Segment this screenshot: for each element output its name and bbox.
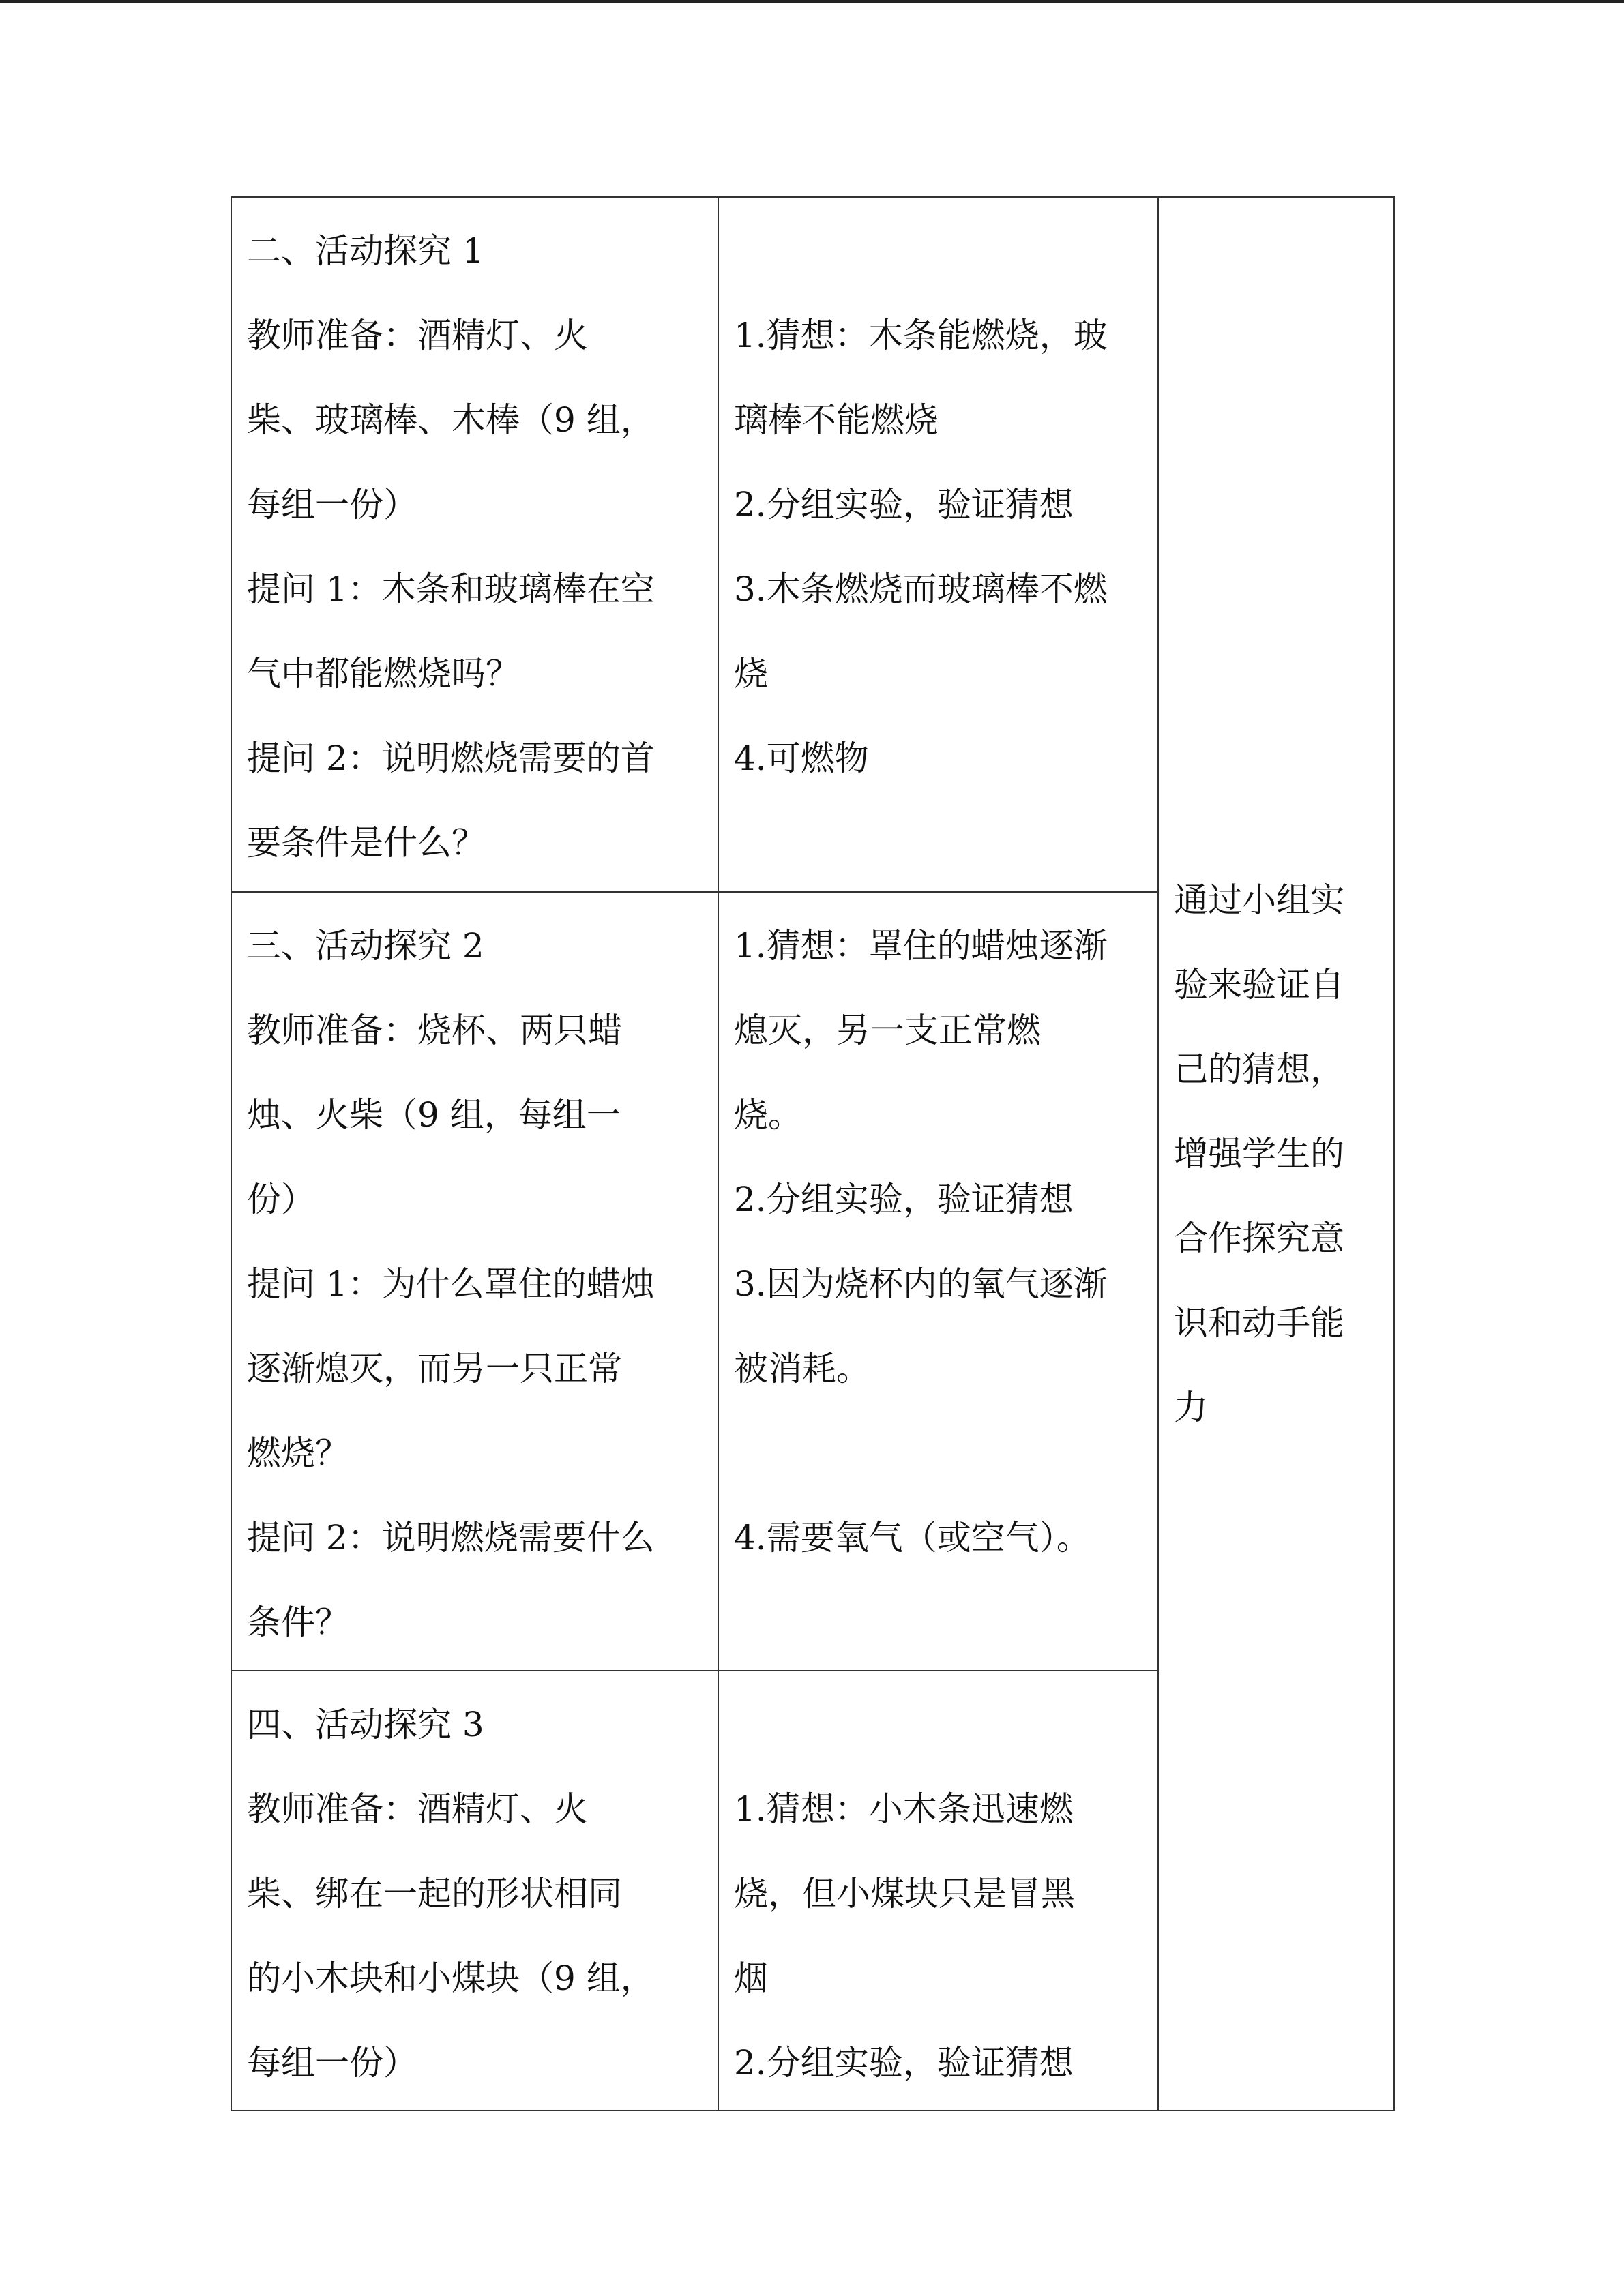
teacher-line: 柴、绑在一起的形状相同 bbox=[247, 1874, 622, 1913]
intent-line: 己的猜想， bbox=[1174, 1049, 1344, 1089]
student-line: 烧 bbox=[734, 654, 768, 694]
student-line: 4.可燃物 bbox=[734, 739, 869, 778]
question-line: 提问 2：说明燃烧需要什么 bbox=[247, 1518, 655, 1557]
section-heading: 二、活动探究 1 bbox=[247, 231, 484, 271]
student-line: 被消耗。 bbox=[734, 1349, 870, 1388]
blank-line bbox=[734, 1682, 1144, 1767]
page-top-border bbox=[0, 0, 1624, 3]
student-line: 烧，但小煤块只是冒黑 bbox=[734, 1874, 1075, 1913]
teacher-line: 每组一份） bbox=[247, 2043, 417, 2083]
teacher-line: 烛、火柴（9 组，每组一 bbox=[247, 1095, 621, 1135]
blank-line bbox=[734, 1411, 1144, 1495]
student-line: 1.猜想：罩住的蜡烛逐渐 bbox=[734, 926, 1108, 966]
student-line: 1.猜想：小木条迅速燃 bbox=[734, 1789, 1074, 1829]
intent-line: 识和动手能 bbox=[1174, 1303, 1344, 1343]
question-line: 气中都能燃烧吗？ bbox=[247, 654, 520, 694]
blank-line bbox=[734, 209, 1144, 293]
table-row bbox=[231, 197, 1394, 892]
teacher-activity-cell bbox=[231, 1671, 718, 2111]
student-line: 熄灭，另一支正常燃 bbox=[734, 1011, 1041, 1050]
question-line: 逐渐熄灭，而另一只正常 bbox=[247, 1349, 622, 1388]
teacher-line: 教师准备：烧杯、两只蜡 bbox=[247, 1011, 622, 1050]
intent-line: 增强学生的 bbox=[1174, 1134, 1344, 1174]
teacher-line: 每组一份） bbox=[247, 485, 417, 524]
student-line: 3.木条燃烧而玻璃棒不燃 bbox=[734, 569, 1108, 609]
student-line: 1.猜想：木条能燃烧，玻 bbox=[734, 316, 1108, 355]
student-activity-cell bbox=[718, 892, 1158, 1671]
teacher-line: 的小木块和小煤块（9 组， bbox=[247, 1958, 655, 1998]
teacher-line: 教师准备：酒精灯、火 bbox=[247, 316, 588, 355]
teacher-activity-cell bbox=[231, 892, 718, 1671]
lesson-plan-table bbox=[231, 196, 1395, 2111]
intent-line: 验来验证自 bbox=[1174, 965, 1344, 1004]
section-heading: 四、活动探究 3 bbox=[247, 1705, 484, 1744]
student-line: 烧。 bbox=[734, 1095, 802, 1135]
question-line: 提问 1：木条和玻璃棒在空 bbox=[247, 569, 655, 609]
teacher-line: 份） bbox=[247, 1180, 315, 1219]
intent-line: 合作探究意 bbox=[1174, 1219, 1344, 1258]
question-line: 提问 1：为什么罩住的蜡烛 bbox=[247, 1264, 655, 1304]
design-intent-cell bbox=[1158, 197, 1394, 2111]
student-activity-cell bbox=[718, 1671, 1158, 2111]
teacher-line: 教师准备：酒精灯、火 bbox=[247, 1789, 588, 1829]
student-line: 2.分组实验，验证猜想 bbox=[734, 485, 1074, 524]
teacher-line: 柴、玻璃棒、木棒（9 组， bbox=[247, 400, 655, 440]
section-heading: 三、活动探究 2 bbox=[247, 926, 484, 966]
student-line: 3.因为烧杯内的氧气逐渐 bbox=[734, 1264, 1108, 1304]
question-line: 要条件是什么？ bbox=[247, 823, 486, 863]
student-line: 2.分组实验，验证猜想 bbox=[734, 2043, 1074, 2083]
student-line: 2.分组实验，验证猜想 bbox=[734, 1180, 1074, 1219]
teacher-activity-cell bbox=[231, 197, 718, 892]
student-line: 璃棒不能燃烧 bbox=[734, 400, 939, 440]
student-line: 烟 bbox=[734, 1958, 768, 1998]
intent-line: 力 bbox=[1174, 1388, 1208, 1427]
student-line: 4.需要氧气（或空气）。 bbox=[734, 1518, 1091, 1557]
design-intent-text bbox=[1174, 858, 1380, 1450]
question-line: 条件？ bbox=[247, 1602, 349, 1642]
intent-line: 通过小组实 bbox=[1174, 880, 1344, 920]
question-line: 燃烧？ bbox=[247, 1433, 349, 1473]
question-line: 提问 2：说明燃烧需要的首 bbox=[247, 739, 655, 778]
student-activity-cell bbox=[718, 197, 1158, 892]
